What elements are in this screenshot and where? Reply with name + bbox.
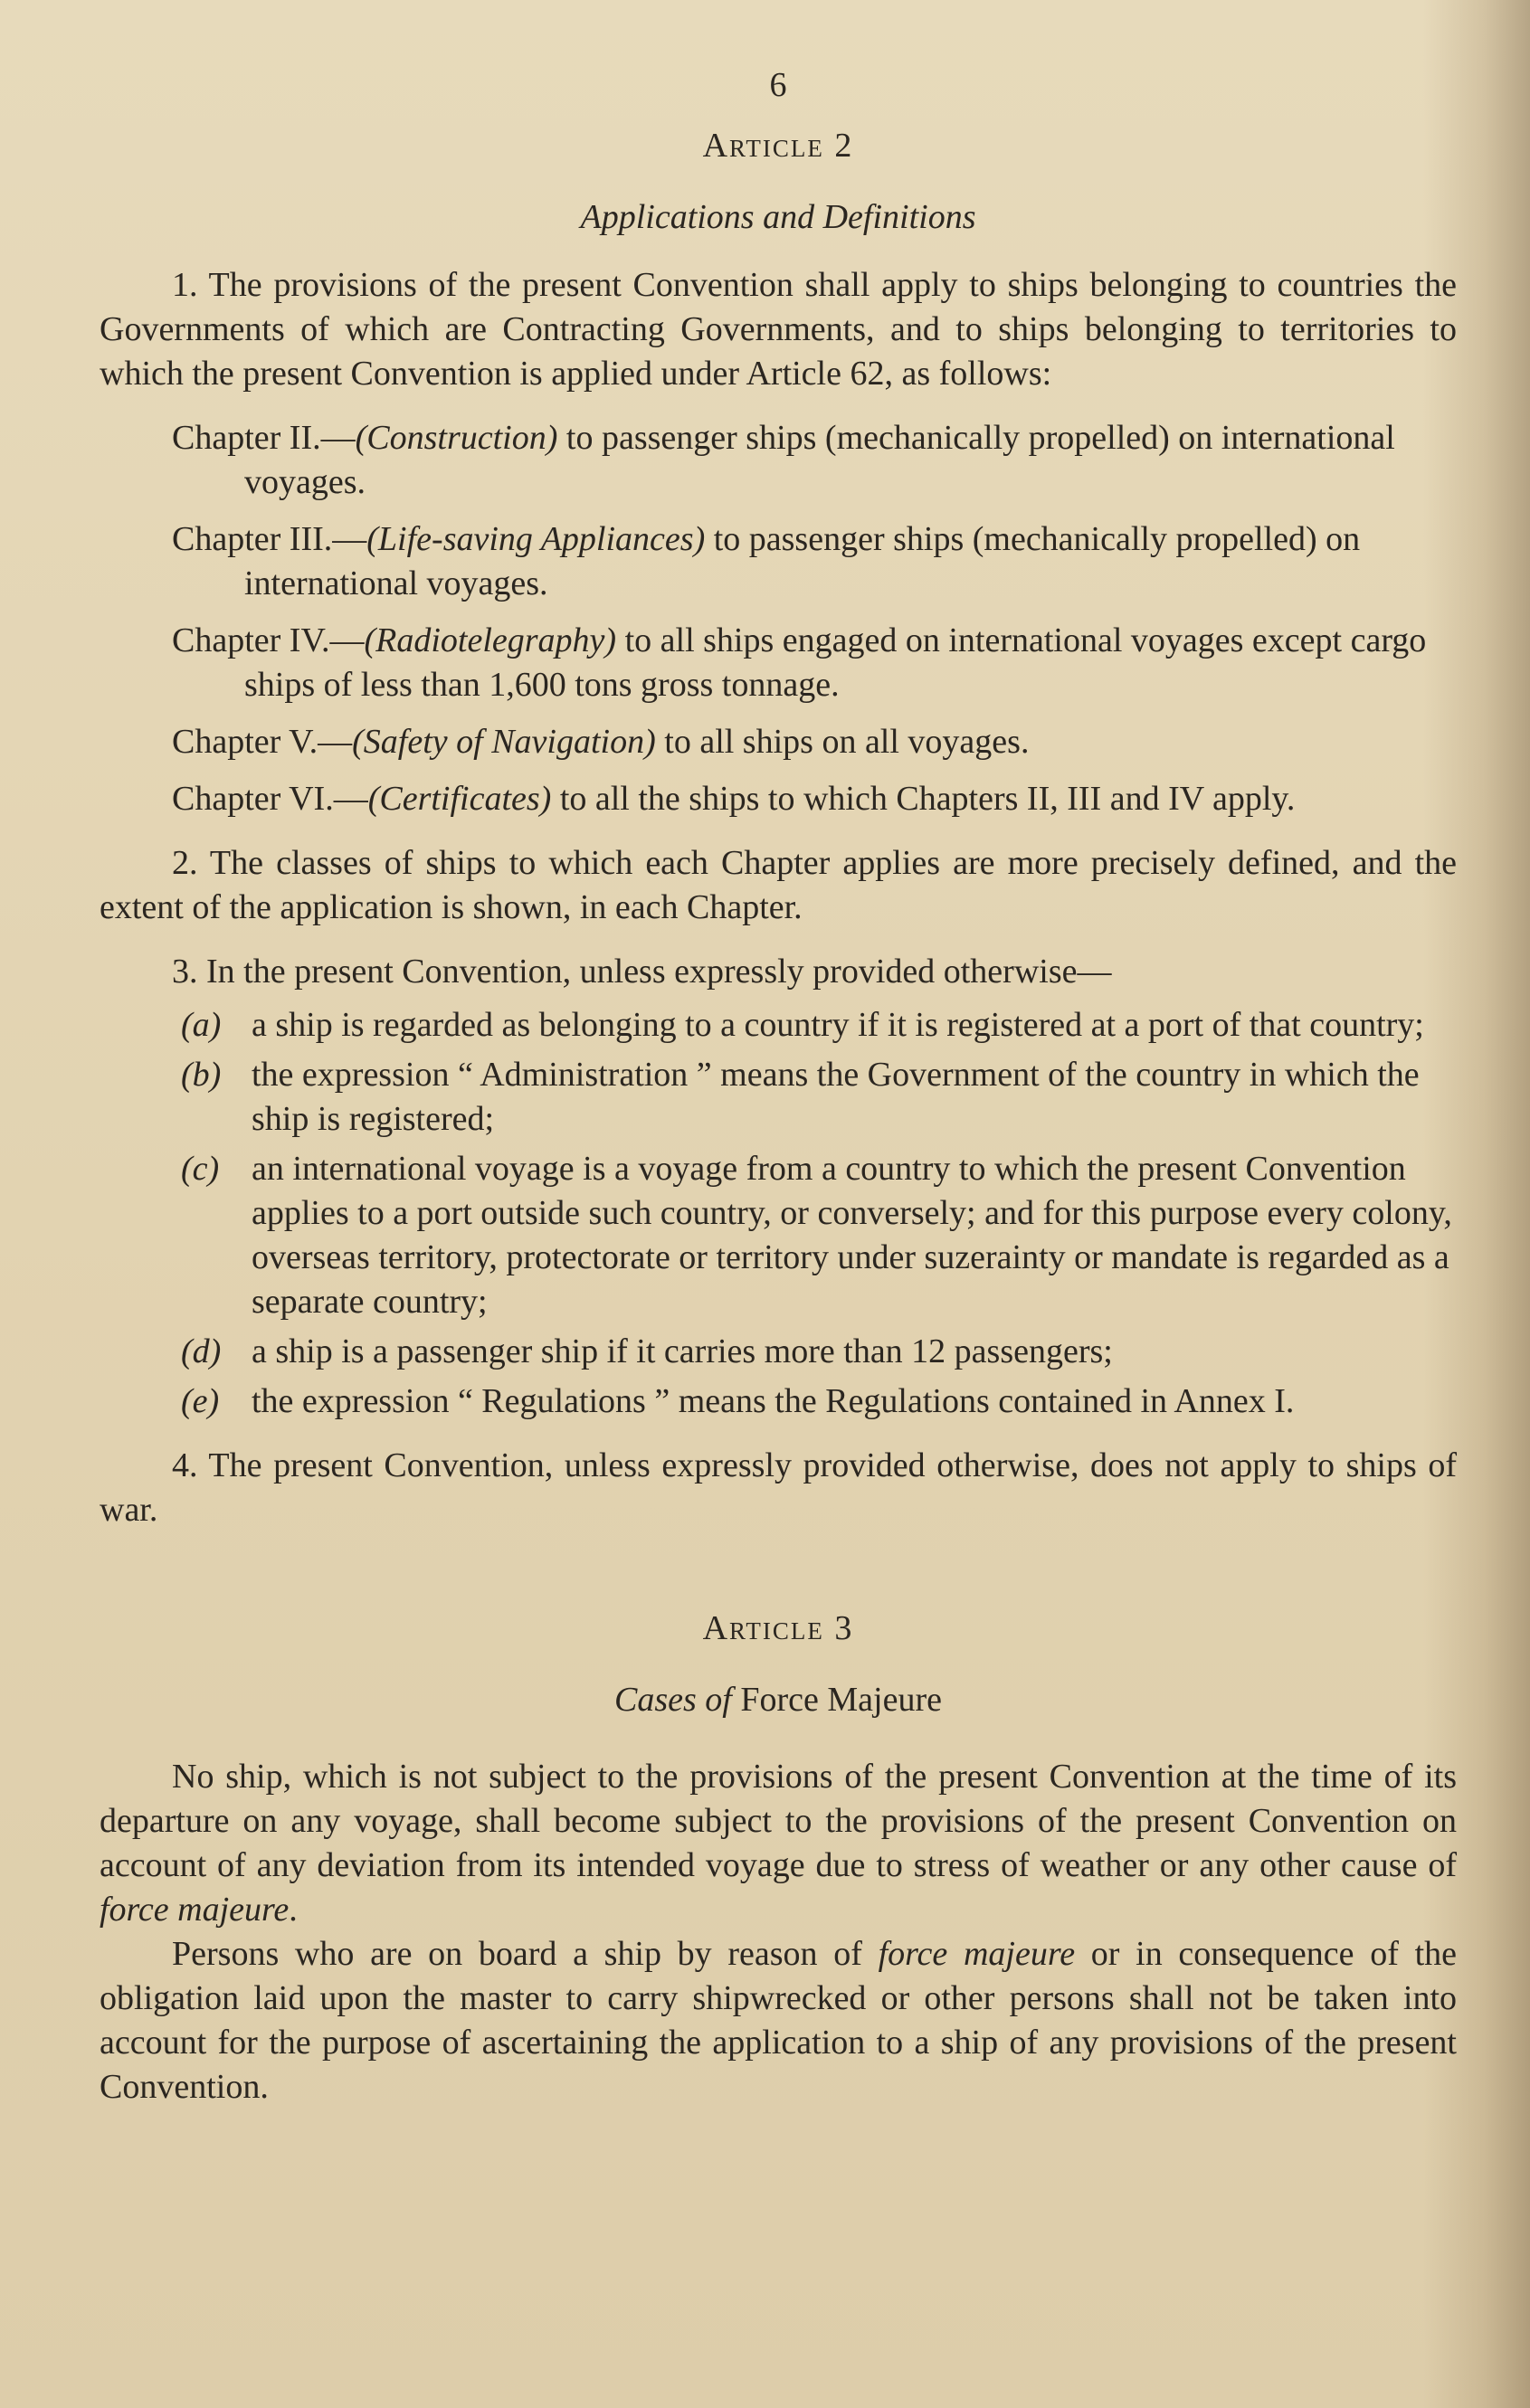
- chapter-list: [100, 416, 1457, 821]
- article-2-paragraph-1: 1. The provisions of the present Convention shall apply to ships belonging to countries the Governments of which are Contracting Governments, and to ships belonging to territories to which the present Convention is applied under Article 62, as follows:: [100, 266, 1457, 393]
- definition-list: [100, 1003, 1457, 1424]
- article-2-paragraph-3: 3. In the present Convention, unless expressly provided otherwise—: [172, 953, 1112, 991]
- article-2-paragraph-4: 4. The present Convention, unless expressly provided otherwise, does not apply to ships of war.: [100, 1446, 1457, 1529]
- article-3-heading: Article 3: [702, 1609, 854, 1647]
- page-content: [100, 63, 1457, 2109]
- definition-item: (e) the expression “ Regulations ” means the Regulations contained in Annex I.: [181, 1382, 1295, 1420]
- article-2-heading: Article 2: [702, 127, 854, 165]
- chapter-item: Chapter IV.—(Radiotelegraphy) to all ships engaged on international voyages except cargo ships of less than 1,600 tons gross tonnage.: [172, 621, 1427, 704]
- definition-item: (a) a ship is regarded as belonging to a country if it is registered at a port of that country;: [181, 1006, 1424, 1044]
- article-2-paragraph-2: 2. The classes of ships to which each Chapter applies are more precisely defined, and the extent of the application is shown, in each Chapter.: [100, 844, 1457, 926]
- article-2-subheading: Applications and Definitions: [580, 198, 976, 236]
- page-number: 6: [769, 66, 787, 104]
- definition-item: (c) an international voyage is a voyage from a country to which the present Convention applies to a port outside such country, or conversely; and for this purpose every colony, overseas territory, protectorate or territory under suzerainty or mandate is regarded as a separate country;: [181, 1150, 1452, 1321]
- chapter-item: Chapter III.—(Life-saving Appliances) to passenger ships (mechanically propelled) on international voyages.: [172, 520, 1361, 602]
- definition-item: (d) a ship is a passenger ship if it carries more than 12 passengers;: [181, 1332, 1113, 1370]
- chapter-item: Chapter II.—(Construction) to passenger ships (mechanically propelled) on international voyages.: [172, 419, 1395, 501]
- article-3-paragraph-1: No ship, which is not subject to the provisions of the present Convention at the time of its departure on any voyage, shall become subject to the provisions of the present Convention on account of any deviation from its intended voyage due to stress of weather or any other cause of force majeure.: [100, 1758, 1457, 1929]
- article-3-paragraph-2: Persons who are on board a ship by reason of force majeure or in consequence of the obligation laid upon the master to carry shipwrecked or other persons shall not be taken into account for the purpose of ascertaining the application to a ship of any provisions of the present Convention.: [100, 1935, 1457, 2106]
- chapter-item: Chapter VI.—(Certificates) to all the ships to which Chapters II, III and IV apply.: [172, 780, 1296, 818]
- definition-item: (b) the expression “ Administration ” means the Government of the country in which the ship is registered;: [181, 1056, 1420, 1138]
- article-3-subheading: Cases of Force Majeure: [614, 1681, 942, 1719]
- article-gap: [100, 1552, 1457, 1607]
- chapter-item: Chapter V.—(Safety of Navigation) to all ships on all voyages.: [172, 723, 1030, 761]
